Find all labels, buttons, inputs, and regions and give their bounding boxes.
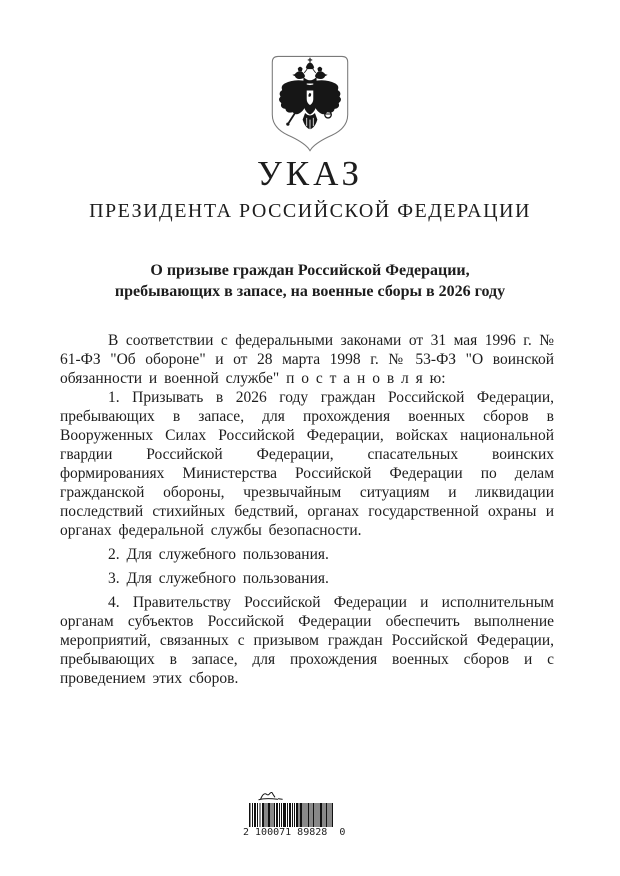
clause-3: 3. Для служебного пользования. [108,570,329,587]
doc-type-heading: УКАЗ [256,154,364,193]
doc-title [0,260,620,302]
clause-4: 4. Правительству Российской Федерации и исполнительным органам субъектов Российской Федерации обеспечить выполнение мероприятий, связанных с призывом граждан Российской Федерации, пребывающих в запасе, для прохождения военных сборов и с проведением этих сборов. [60,594,554,687]
decree-body [60,331,554,688]
doc-title-line-2: пребывающих в запасе, на военные сборы в 2026 году [114,283,506,300]
doc-title-line-1: О призыве граждан Российской Федерации, [150,262,470,279]
barcode-bars [249,803,333,827]
issuer-heading: ПРЕЗИДЕНТА РОССИЙСКОЙ ФЕДЕРАЦИИ [89,200,531,222]
clause-1: 1. Призывать в 2026 году граждан Российской Федерации, пребывающих в запасе, для прохождения военных сборов в Вооруженных Силах Российской Федерации, войсках национальной гвардии Российской Федерации, спасательных воинских формированиях Министерства Российской Федерации по делам гражданской обороны, чрезвычайным ситуациям и ликвидации последствий стихийных бедствий, органах государственной охраны и органах федеральной службы безопасности. [60,389,554,539]
clause-2: 2. Для служебного пользования. [108,546,329,563]
barcode-digits: 2 100071 89828 0 [243,827,346,838]
signature-mark [257,790,285,802]
coat-of-arms-icon [269,54,351,154]
preamble-paragraph: В соответствии с федеральными законами от 31 мая 1996 г. № 61-ФЗ "Об обороне" и от 28 марта 1998 г. № 53-ФЗ "О воинской обязанности и военной службе" п о с т а н о в л я ю: [60,332,554,387]
barcode [243,790,346,838]
